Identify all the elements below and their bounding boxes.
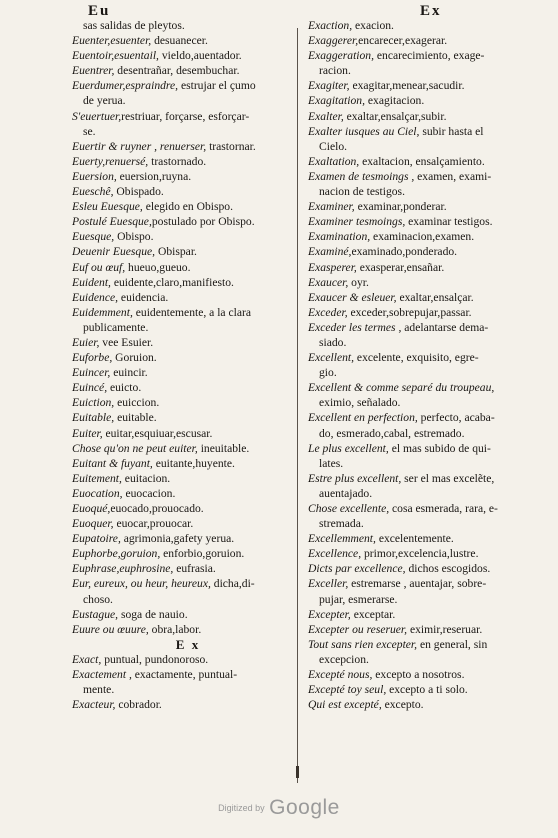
dictionary-entry bbox=[308, 637, 540, 652]
entry-gloss: estrujar el çumo bbox=[178, 79, 256, 93]
entry-headword: Euidence, bbox=[72, 290, 119, 304]
entry-headword: Euerdumer,espraindre, bbox=[72, 79, 179, 93]
dictionary-entry bbox=[72, 260, 304, 275]
dictionary-entry bbox=[72, 652, 304, 667]
dictionary-entry bbox=[72, 531, 304, 546]
entry-headword: Exaucer & esleuer, bbox=[308, 290, 397, 304]
entry-continuation: nacion de testigos. bbox=[319, 185, 405, 199]
entry-gloss: euitar,esquiuar,escusar. bbox=[102, 426, 213, 440]
entry-gloss: exagitar,menear,sacudir. bbox=[349, 79, 465, 93]
entry-gloss: euidente,claro,manifiesto. bbox=[110, 275, 234, 289]
entry-headword: Exaggeration, bbox=[308, 49, 375, 63]
dictionary-entry bbox=[308, 531, 540, 546]
dictionary-entry bbox=[72, 169, 304, 184]
dictionary-entry bbox=[72, 546, 304, 561]
entry-headword: Exaction, bbox=[308, 19, 353, 32]
entry-gloss: encarecimiento, exage- bbox=[374, 49, 485, 63]
entry-gloss: en general, sin bbox=[417, 637, 488, 651]
entry-headword: Exact, bbox=[72, 652, 102, 666]
dictionary-entry bbox=[72, 305, 304, 320]
entry-headword: Euitable, bbox=[72, 411, 115, 425]
entry-headword: Examiner tesmoings, bbox=[308, 215, 406, 229]
entry-gloss: Goruion. bbox=[112, 351, 157, 365]
entry-headword: Excepté nous, bbox=[308, 668, 373, 682]
entry-headword: Exalter iusques au Ciel, bbox=[308, 124, 420, 138]
dictionary-entry bbox=[308, 124, 540, 139]
dictionary-entry bbox=[72, 486, 304, 501]
dictionary-entry bbox=[308, 199, 540, 214]
entry-gloss: ser el mas excelẽte, bbox=[401, 471, 495, 485]
entry-continuation: se. bbox=[83, 124, 96, 138]
dictionary-entry bbox=[72, 516, 304, 531]
entry-headword: Chose excellente, bbox=[308, 502, 390, 515]
entry-gloss: agrimonia,gafety yerua. bbox=[120, 532, 235, 546]
entry-headword: Exasperer, bbox=[308, 260, 357, 274]
entry-gloss: euersion,ruyna. bbox=[116, 169, 192, 183]
entry-gloss: restriuar, forçarse, esforçar- bbox=[121, 109, 250, 123]
dictionary-entry bbox=[308, 441, 540, 456]
dictionary-entry bbox=[72, 410, 304, 425]
entry-headword: Exalter, bbox=[308, 109, 344, 123]
entry-headword: Eupatoire, bbox=[72, 532, 121, 546]
entry-continuation: publicamente. bbox=[83, 320, 149, 334]
entry-gloss: exactamente, puntual- bbox=[131, 668, 238, 682]
dictionary-entry bbox=[308, 290, 540, 305]
entry-headword: Exacteur, bbox=[72, 698, 116, 712]
entry-gloss: exaltar,ensalçar,subir. bbox=[343, 109, 447, 123]
entry-continuation: lates. bbox=[319, 456, 344, 470]
entry-gloss: Obispar. bbox=[155, 245, 197, 259]
dictionary-entry bbox=[308, 350, 540, 365]
entry-gloss: hueuo,gueuo. bbox=[125, 260, 191, 274]
entry-headword: Tout sans rien excepter, bbox=[308, 637, 418, 651]
entry-gloss: cobrador. bbox=[115, 698, 162, 712]
entry-headword: Euentrer, bbox=[72, 64, 115, 78]
entry-gloss: el mas subido de qui- bbox=[388, 441, 491, 455]
dictionary-entry bbox=[308, 561, 540, 576]
dictionary-entry bbox=[72, 244, 304, 259]
entry-gloss: subir hasta el bbox=[419, 124, 484, 138]
entry-headword: Euiter, bbox=[72, 426, 103, 440]
dictionary-entry bbox=[72, 456, 304, 471]
entry-headword: Eur, eureux, ou heur, heureux, bbox=[72, 577, 211, 591]
dictionary-entry bbox=[72, 63, 304, 78]
dictionary-entry bbox=[72, 229, 304, 244]
entry-headword: Chose qu'on ne peut euiter, bbox=[72, 441, 198, 455]
dictionary-entry bbox=[308, 78, 540, 93]
left-column bbox=[72, 18, 304, 712]
entry-gloss: adelantarse dema- bbox=[401, 320, 489, 334]
entry-headword: Excellent & comme separé du troupeau, bbox=[308, 381, 495, 395]
entry-gloss: enforbio,goruion. bbox=[160, 547, 245, 561]
entry-continuation: mente. bbox=[83, 683, 115, 697]
entry-headword: Euentoir,esuentail, bbox=[72, 49, 159, 63]
dictionary-entry bbox=[72, 109, 304, 124]
entry-headword: Euertir & ruyner , renuerser, bbox=[72, 139, 207, 153]
dictionary-entry bbox=[308, 305, 540, 320]
dictionary-entry bbox=[308, 380, 540, 395]
entry-headword: Euincer, bbox=[72, 366, 111, 380]
dictionary-entry bbox=[72, 576, 304, 591]
entry-headword: Exaucer, bbox=[308, 275, 349, 289]
entry-gloss: excelentemente. bbox=[375, 532, 454, 546]
dictionary-entry bbox=[308, 546, 540, 561]
entry-headword: Euincé, bbox=[72, 381, 108, 395]
entry-headword: Estre plus excellent, bbox=[308, 471, 402, 485]
entry-headword: Esleu Euesque, bbox=[72, 200, 143, 214]
entry-gloss: examen, exami- bbox=[414, 169, 492, 183]
entry-headword: Euesque, bbox=[72, 230, 115, 244]
entry-headword: Examination, bbox=[308, 230, 371, 244]
entry-headword: Qui est excepté, bbox=[308, 698, 382, 712]
dictionary-entry bbox=[72, 275, 304, 290]
entry-gloss: obra,labor. bbox=[148, 622, 202, 636]
entry-continuation: gio. bbox=[319, 366, 337, 380]
dictionary-entry bbox=[72, 365, 304, 380]
entry-headword: Euitement, bbox=[72, 471, 122, 485]
entry-gloss: examinado,ponderado. bbox=[351, 245, 458, 259]
entry-headword: Euidemment, bbox=[72, 305, 133, 319]
entry-headword: Examiner, bbox=[308, 200, 355, 214]
entry-continuation: de yerua. bbox=[83, 94, 126, 108]
entry-headword: Euitant & fuyant, bbox=[72, 456, 153, 470]
entry-headword: Le plus excellent, bbox=[308, 441, 389, 455]
column-divider bbox=[297, 28, 298, 783]
entry-headword: S'euertuer, bbox=[72, 109, 122, 123]
dictionary-entry bbox=[308, 320, 540, 335]
dictionary-entry bbox=[308, 576, 540, 591]
entry-gloss: exceptar. bbox=[350, 607, 396, 621]
entry-headword: Euforbe, bbox=[72, 351, 113, 365]
entry-gloss: excepto a ti solo. bbox=[386, 683, 468, 697]
entry-gloss: exasperar,ensañar. bbox=[356, 260, 445, 274]
entry-gloss: euocar,prouocar. bbox=[113, 517, 194, 531]
entry-gloss: puntual, pundonoroso. bbox=[101, 652, 209, 666]
entry-headword: Deuenir Euesque, bbox=[72, 245, 156, 259]
entry-headword: Examen de tesmoings , bbox=[308, 169, 415, 183]
dictionary-entry bbox=[308, 471, 540, 486]
entry-headword: Euersion, bbox=[72, 169, 117, 183]
entry-headword: Excellemment, bbox=[308, 532, 376, 546]
dictionary-entry bbox=[308, 667, 540, 682]
entry-gloss: euitante,huyente. bbox=[152, 456, 235, 470]
dictionary-entry bbox=[308, 501, 540, 516]
dictionary-entry bbox=[308, 214, 540, 229]
entry-gloss: euitable. bbox=[114, 411, 157, 425]
column-divider-mark bbox=[296, 766, 299, 778]
entry-gloss: ineuitable. bbox=[197, 441, 250, 455]
dictionary-entry bbox=[72, 290, 304, 305]
entry-gloss: exaltacion, ensalçamiento. bbox=[359, 154, 485, 168]
entry-gloss: exaltar,ensalçar. bbox=[396, 290, 474, 304]
entry-gloss: exacion. bbox=[352, 19, 394, 32]
entry-continuation: choso. bbox=[83, 592, 113, 606]
entry-gloss: trastornado. bbox=[148, 154, 207, 168]
entry-gloss: Obispado. bbox=[113, 185, 164, 199]
dictionary-entry bbox=[308, 697, 540, 712]
dictionary-entry bbox=[72, 350, 304, 365]
entry-gloss: exceder,sobrepujar,passar. bbox=[347, 305, 472, 319]
dictionary-entry bbox=[72, 335, 304, 350]
entry-headword: Exceder, bbox=[308, 305, 348, 319]
entry-headword: Eueschê, bbox=[72, 185, 114, 199]
dictionary-entry bbox=[308, 93, 540, 108]
entry-headword: Euphrase,euphrosine, bbox=[72, 562, 174, 576]
dictionary-entry bbox=[72, 426, 304, 441]
entry-gloss: examinar,ponderar. bbox=[354, 200, 447, 214]
entry-gloss: euocado,prouocado. bbox=[110, 502, 204, 515]
entry-gloss: elegido en Obispo. bbox=[142, 200, 234, 214]
entry-headword: Euiction, bbox=[72, 396, 115, 410]
entry-gloss: estremarse , auentajar, sobre- bbox=[348, 577, 487, 591]
entry-gloss: trastornar. bbox=[206, 139, 256, 153]
entry-headword: Postulé Euesque, bbox=[72, 215, 152, 229]
entry-headword: Examiné, bbox=[308, 245, 352, 259]
entry-headword: Exactement , bbox=[72, 668, 132, 682]
dictionary-entry bbox=[72, 214, 304, 229]
entry-headword: Excepter ou reseruer, bbox=[308, 622, 408, 636]
entry-headword: Excellent, bbox=[308, 351, 355, 365]
dictionary-entry bbox=[308, 682, 540, 697]
entry-headword: Euier, bbox=[72, 335, 100, 349]
entry-gloss: perfecto, acaba- bbox=[417, 411, 495, 425]
entry-headword: Exaltation, bbox=[308, 154, 360, 168]
entry-headword: Euerty,renuersé, bbox=[72, 154, 149, 168]
dictionary-entry bbox=[308, 622, 540, 637]
entry-gloss: vee Esuier. bbox=[99, 335, 154, 349]
dictionary-entry bbox=[72, 441, 304, 456]
dictionary-entry bbox=[72, 471, 304, 486]
dictionary-entry bbox=[308, 154, 540, 169]
dictionary-entry bbox=[72, 395, 304, 410]
dictionary-entry bbox=[72, 154, 304, 169]
entry-continuation: excepcion. bbox=[319, 652, 369, 666]
dictionary-entry bbox=[308, 18, 540, 33]
dictionary-entry bbox=[308, 244, 540, 259]
entry-gloss: encarecer,exagerar. bbox=[358, 34, 448, 48]
entry-gloss: euiccion. bbox=[114, 396, 160, 410]
entry-gloss: excepto a nosotros. bbox=[372, 668, 465, 682]
dictionary-entry bbox=[72, 561, 304, 576]
entry-gloss: Obispo. bbox=[114, 230, 154, 244]
dictionary-entry bbox=[72, 199, 304, 214]
entry-gloss: dicha,di- bbox=[210, 577, 255, 591]
entry-headword: Eustague, bbox=[72, 607, 119, 621]
dictionary-entry bbox=[308, 33, 540, 48]
dictionary-entry bbox=[72, 78, 304, 93]
dictionary-entry bbox=[72, 139, 304, 154]
entry-headword: Excellence, bbox=[308, 547, 362, 561]
dictionary-entry bbox=[72, 48, 304, 63]
entry-headword: Euident, bbox=[72, 275, 111, 289]
entry-continuation: pujar, esmerarse. bbox=[319, 592, 398, 606]
entry-headword: Euoquer, bbox=[72, 517, 114, 531]
entry-gloss: euitacion. bbox=[121, 471, 171, 485]
dictionary-entry bbox=[308, 109, 540, 124]
digitized-watermark bbox=[0, 796, 558, 820]
entry-gloss: examinacion,examen. bbox=[370, 230, 475, 244]
entry-gloss: cosa esmerada, rara, e- bbox=[389, 502, 498, 515]
entry-headword: Euure ou œuure, bbox=[72, 622, 149, 636]
dictionary-entry bbox=[308, 169, 540, 184]
entry-gloss: postulado por Obispo. bbox=[151, 215, 255, 229]
dictionary-entry bbox=[72, 667, 304, 682]
entry-gloss: eximir,reseruar. bbox=[407, 622, 483, 636]
entry-continuation: auentajado. bbox=[319, 486, 373, 500]
entry-gloss: euidentemente, a la clara bbox=[132, 305, 251, 319]
entry-continuation: sas salidas de pleytos. bbox=[83, 19, 185, 32]
entry-gloss: excepto. bbox=[381, 698, 424, 712]
right-column bbox=[308, 18, 540, 712]
entry-headword: Euf ou œuf, bbox=[72, 260, 126, 274]
dictionary-entry bbox=[72, 184, 304, 199]
watermark-prefix: Digitized by bbox=[218, 803, 265, 813]
entry-continuation: do, esmerado,cabal, estremado. bbox=[319, 426, 465, 440]
entry-gloss: soga de nauio. bbox=[118, 607, 188, 621]
entry-continuation: racion. bbox=[319, 64, 351, 78]
dictionary-entry bbox=[72, 501, 304, 516]
google-logo: Google bbox=[269, 796, 340, 819]
running-head-right: Ex bbox=[420, 3, 442, 19]
dictionary-entry bbox=[72, 697, 304, 712]
entry-headword: Euphorbe,goruion, bbox=[72, 547, 161, 561]
entry-gloss: desentrañar, desembuchar. bbox=[114, 64, 240, 78]
dictionary-entry bbox=[72, 33, 304, 48]
dictionary-entry bbox=[72, 380, 304, 395]
entry-headword: Dicts par excellence, bbox=[308, 562, 406, 576]
entry-gloss: euincir. bbox=[110, 366, 148, 380]
dictionary-entry bbox=[308, 607, 540, 622]
entry-gloss: euidencia. bbox=[118, 290, 169, 304]
dictionary-entry bbox=[308, 48, 540, 63]
entry-headword: Exaggerer, bbox=[308, 34, 359, 48]
entry-headword: Excepté toy seul, bbox=[308, 683, 387, 697]
entry-gloss: desuanecer. bbox=[151, 34, 208, 48]
entry-gloss: examinar testigos. bbox=[405, 215, 493, 229]
section-heading: E x bbox=[175, 636, 201, 652]
entry-gloss: euicto. bbox=[107, 381, 142, 395]
entry-gloss: exagitacion. bbox=[365, 94, 425, 108]
entry-headword: Exagiter, bbox=[308, 79, 350, 93]
entry-headword: Euoqué, bbox=[72, 502, 111, 515]
entry-headword: Euenter,esuenter, bbox=[72, 34, 152, 48]
entry-gloss: excelente, exquisito, egre- bbox=[354, 351, 479, 365]
dictionary-entry bbox=[308, 229, 540, 244]
entry-continuation: Cielo. bbox=[319, 139, 348, 153]
entry-continuation: siado. bbox=[319, 335, 347, 349]
entry-headword: Exceller, bbox=[308, 577, 349, 591]
entry-gloss: euocacion. bbox=[122, 486, 176, 500]
entry-gloss: eufrasia. bbox=[173, 562, 216, 576]
dictionary-entry bbox=[308, 260, 540, 275]
entry-gloss: vieldo,auentador. bbox=[158, 49, 242, 63]
entry-headword: Excepter, bbox=[308, 607, 351, 621]
running-head-left: Eu bbox=[88, 3, 111, 19]
entry-continuation: eximio, señalado. bbox=[319, 396, 401, 410]
entry-headword: Exagitation, bbox=[308, 94, 365, 108]
entry-headword: Exceder les termes , bbox=[308, 320, 402, 334]
entry-gloss: oyr. bbox=[348, 275, 369, 289]
dictionary-entry bbox=[72, 607, 304, 622]
dictionary-entry bbox=[308, 275, 540, 290]
entry-gloss: dichos escogidos. bbox=[405, 562, 491, 576]
entry-continuation: stremada. bbox=[319, 517, 364, 531]
entry-headword: Excellent en perfection, bbox=[308, 411, 418, 425]
dictionary-entry bbox=[308, 410, 540, 425]
entry-headword: Euocation, bbox=[72, 486, 123, 500]
dictionary-entry bbox=[72, 622, 304, 637]
entry-gloss: primor,excelencia,lustre. bbox=[361, 547, 479, 561]
